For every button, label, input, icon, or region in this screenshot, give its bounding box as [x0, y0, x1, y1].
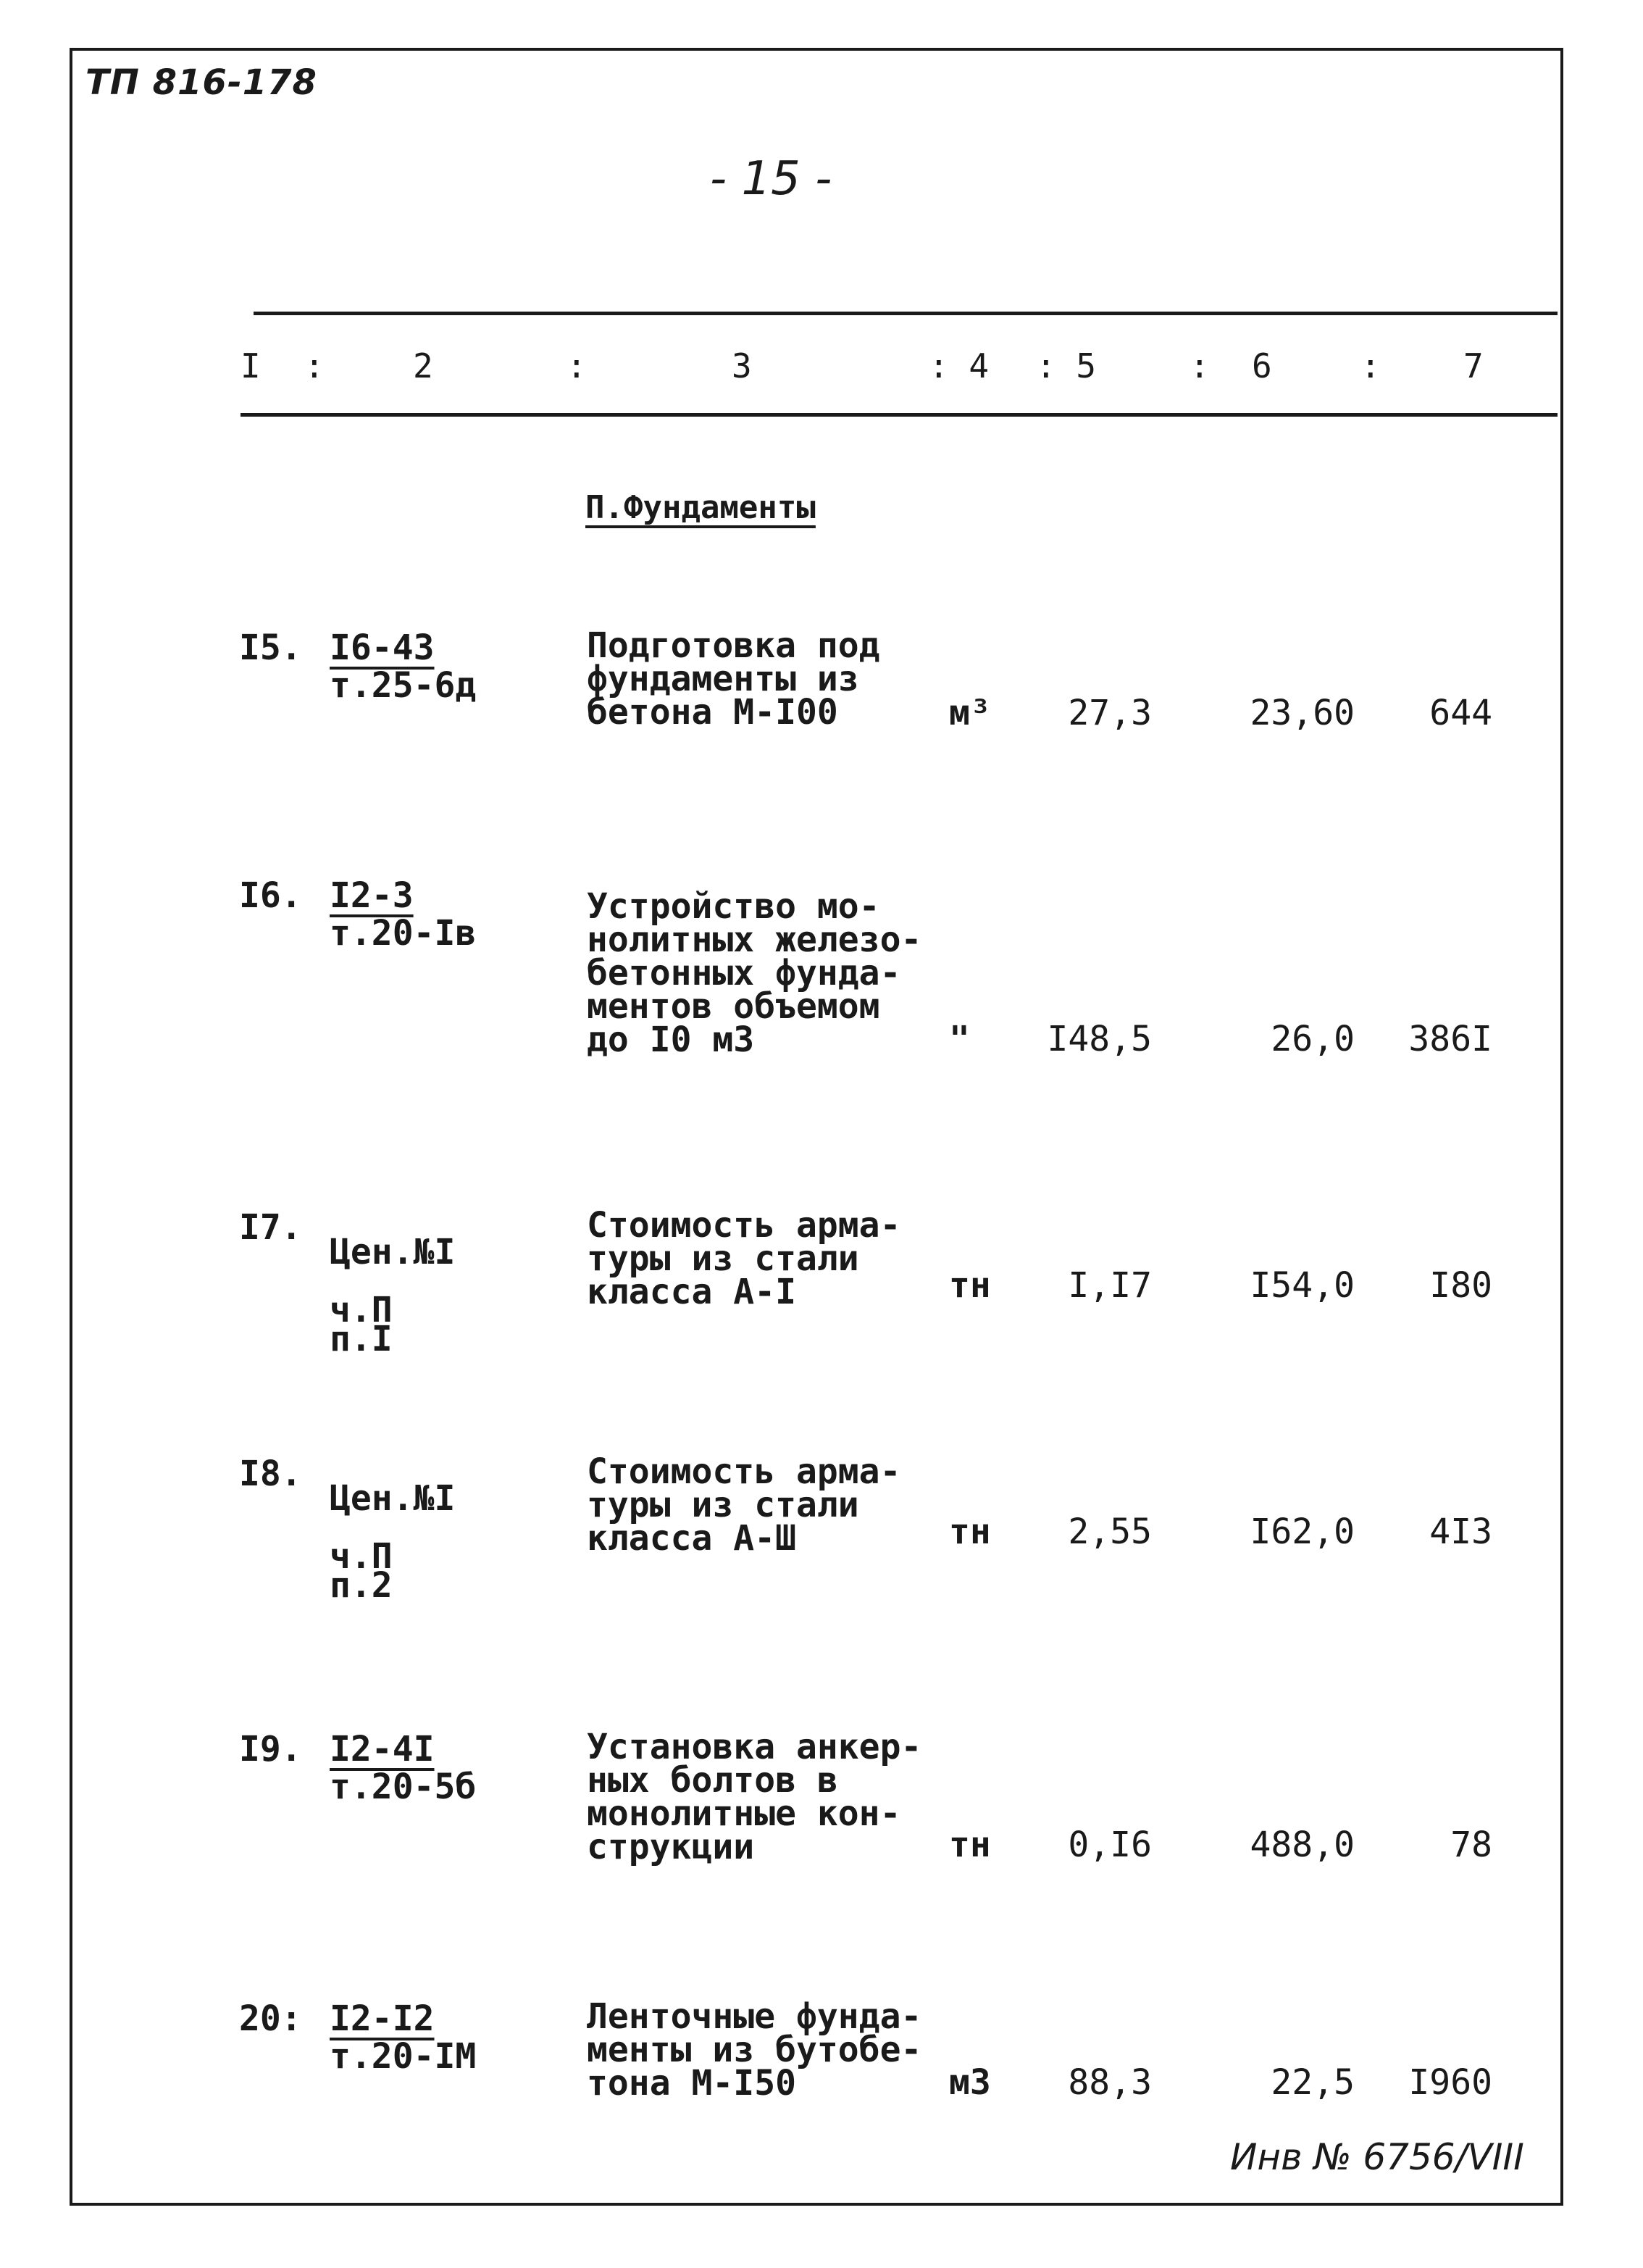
unit-price: 488,0 [1250, 1825, 1355, 1865]
quantity: I48,5 [1047, 1019, 1152, 1059]
row-number: 20: [239, 1998, 302, 2039]
reference-table: т.20-5б [330, 1767, 477, 1807]
norm-reference [330, 1730, 476, 1806]
norm-reference [330, 2000, 476, 2075]
reference-code: Цен.№I [330, 1232, 456, 1272]
quantity: 2,55 [1068, 1512, 1152, 1552]
unit: " [949, 1019, 970, 1059]
reference-code: I6-43 [330, 628, 435, 668]
unit-price: 23,60 [1250, 693, 1355, 733]
row-number: I6. [239, 875, 302, 916]
table-top-rule [254, 312, 1558, 315]
col-4-header: : 4 [929, 346, 990, 385]
norm-reference [330, 1455, 455, 1629]
unit: тн [949, 1265, 991, 1306]
unit: тн [949, 1825, 991, 1865]
total-cost: I960 [1408, 2062, 1492, 2103]
col-separator: : [1360, 346, 1381, 385]
total-cost: 386I [1408, 1019, 1492, 1059]
table-row [0, 877, 1643, 1065]
col-separator: : [304, 346, 325, 385]
work-description: Устройство мо- нолитных железо- бетонных фунда- ментов объемом до I0 м3 [587, 886, 922, 1060]
quantity: I,I7 [1068, 1265, 1152, 1306]
unit: тн [949, 1512, 991, 1552]
row-number: I5. [239, 628, 302, 668]
quantity: 27,3 [1068, 693, 1152, 733]
work-description: Стоимость арма- туры из стали класса А-Ш [587, 1451, 901, 1559]
table-row [0, 1205, 1643, 1397]
reference-code: I2-3 [330, 875, 414, 916]
unit-price: 26,0 [1271, 1019, 1355, 1059]
col-7-header: 7 [1463, 346, 1484, 385]
reference-table: ч.П п.I [330, 1290, 393, 1359]
reference-table: т.20-Iв [330, 913, 477, 954]
table-row [0, 625, 1643, 817]
reference-code: Цен.№I [330, 1478, 456, 1519]
unit: м3 [949, 2062, 991, 2103]
page-number: - 15 - [710, 152, 832, 206]
col-6-header: 6 [1252, 346, 1272, 385]
total-cost: I80 [1429, 1265, 1492, 1306]
work-description: Ленточные фунда- менты из бутобе- тона М-I50 [587, 1996, 922, 2104]
work-description: Подготовка под фундаменты из бетона М-I00 [587, 625, 880, 733]
row-number: I8. [239, 1454, 302, 1494]
col-separator: : [1190, 346, 1210, 385]
col-2-header: 2 [413, 346, 433, 385]
work-description: Стоимость арма- туры из стали класса А-I [587, 1205, 901, 1312]
col-1-header: I [241, 346, 261, 385]
inventory-number: Инв № 6756/VIII [1230, 2136, 1524, 2178]
col-3-header: 3 [732, 346, 752, 385]
col-separator: : [567, 346, 587, 385]
quantity: 88,3 [1068, 2062, 1152, 2103]
col-5-header: : 5 [1036, 346, 1097, 385]
section-title: П.Фундаменты [585, 489, 816, 526]
norm-reference [330, 877, 476, 952]
document-code: ТП 816-178 [85, 62, 317, 103]
unit-price: I54,0 [1250, 1265, 1355, 1306]
row-number: I9. [239, 1729, 302, 1769]
total-cost: 644 [1429, 693, 1492, 733]
unit-price: 22,5 [1271, 2062, 1355, 2103]
quantity: 0,I6 [1068, 1825, 1152, 1865]
reference-code: I2-I2 [330, 1998, 435, 2039]
total-cost: 78 [1450, 1825, 1492, 1865]
norm-reference [330, 629, 476, 704]
table-row [0, 1727, 1643, 1919]
reference-table: т.25-6д [330, 665, 477, 706]
reference-code: I2-4I [330, 1729, 435, 1769]
unit-price: I62,0 [1250, 1512, 1355, 1552]
unit: м³ [949, 693, 991, 733]
reference-table: т.20-IМ [330, 2036, 477, 2077]
norm-reference [330, 1209, 455, 1383]
table-row [0, 1451, 1643, 1643]
reference-table: ч.П п.2 [330, 1536, 393, 1606]
work-description: Установка анкер- ных болтов в монолитные кон- струкции [587, 1727, 922, 1867]
row-number: I7. [239, 1207, 302, 1248]
table-header-rule [241, 413, 1558, 417]
total-cost: 4I3 [1429, 1512, 1492, 1552]
